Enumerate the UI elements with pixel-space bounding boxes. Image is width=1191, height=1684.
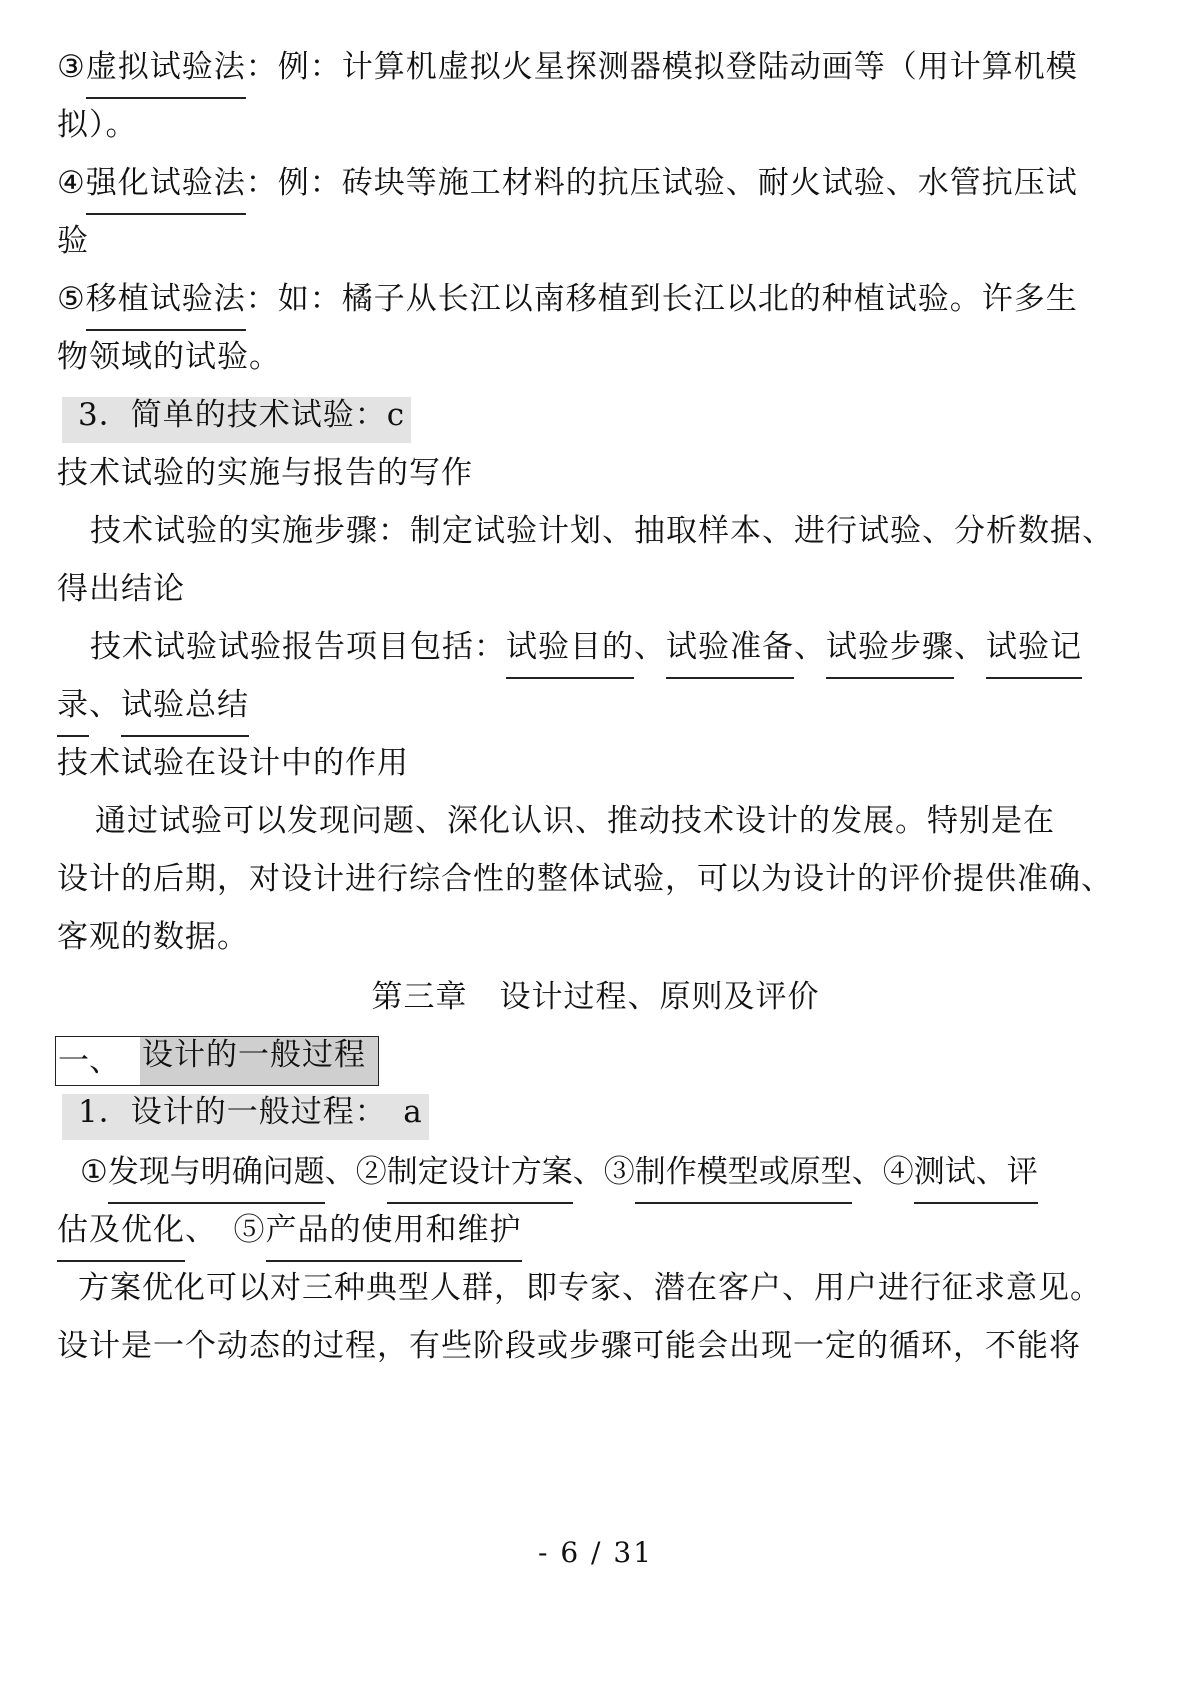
- section-box: [55, 1036, 379, 1086]
- text-span: ：例：砖块等施工材料的抗压试验、耐火试验、水管抗压试: [245, 165, 1078, 201]
- text-span: 、③: [572, 1154, 635, 1190]
- text-line: [62, 1090, 1142, 1134]
- text-line: [57, 1208, 1137, 1262]
- text-span: 技术试验试验报告项目包括：: [90, 629, 506, 665]
- text-line: 拟）。: [57, 107, 138, 143]
- text-line: 物领域的试验。: [57, 339, 281, 375]
- text-span: 、: [954, 629, 986, 665]
- circled-number: ③: [57, 49, 86, 85]
- section-heading: 技术试验在设计中的作用: [57, 745, 409, 781]
- text-line: 得出结论: [57, 571, 185, 607]
- text-line: [62, 393, 1142, 437]
- page-number: - 6 / 31: [537, 1536, 654, 1569]
- highlighted-heading: 3．简单的技术试验：c: [62, 397, 411, 443]
- underlined-term: 试验准备: [666, 625, 794, 679]
- text-line: 通过试验可以发现问题、深化认识、推动技术设计的发展。特别是在: [95, 803, 1055, 839]
- circled-number: ⑤: [57, 281, 86, 317]
- circled-number: ④: [57, 165, 86, 201]
- underlined-term: 制作模型或原型: [635, 1150, 852, 1204]
- underlined-term: 试验总结: [121, 683, 249, 737]
- underlined-term: 制定设计方案: [387, 1150, 573, 1204]
- text-line: [57, 45, 1137, 99]
- text-line: [90, 625, 1170, 679]
- text-span: 、②: [324, 1154, 387, 1190]
- underlined-term: 移植试验法: [86, 277, 246, 331]
- text-line: [57, 161, 1137, 215]
- section-number: 一、: [58, 1043, 120, 1079]
- underlined-term: 测试、评: [914, 1150, 1038, 1204]
- text-line: 设计的后期，对设计进行综合性的整体试验，可以为设计的评价提供准确、: [57, 861, 1113, 897]
- text-span: ①: [80, 1154, 108, 1190]
- text-span: 、: [89, 687, 121, 723]
- text-line: 验: [57, 223, 89, 259]
- underlined-term: 强化试验法: [86, 161, 246, 215]
- text-line: 客观的数据。: [57, 919, 249, 955]
- chapter-title: 第三章 设计过程、原则及评价: [371, 979, 820, 1015]
- underlined-term: 试验目的: [506, 625, 634, 679]
- text-line: [57, 683, 1137, 737]
- underlined-term: 发现与明确问题: [108, 1150, 325, 1204]
- text-span: 、④: [851, 1154, 914, 1190]
- underlined-term: 估及优化: [57, 1208, 185, 1262]
- text-span: 、 ⑤: [185, 1212, 266, 1248]
- text-span: ：例：计算机虚拟火星探测器模拟登陆动画等（用计算机模: [245, 49, 1078, 85]
- text-span: 、: [794, 629, 826, 665]
- text-line: 设计是一个动态的过程，有些阶段或步骤可能会出现一定的循环，不能将: [57, 1328, 1081, 1364]
- text-line: [57, 277, 1137, 331]
- text-span: 、: [634, 629, 666, 665]
- text-line: [80, 1150, 1160, 1204]
- text-line: 技术试验的实施步骤：制定试验计划、抽取样本、进行试验、分析数据、: [90, 513, 1114, 549]
- underlined-term: 虚拟试验法: [86, 45, 246, 99]
- underlined-term: 试验记: [986, 625, 1082, 679]
- underlined-term: 产品的使用和维护: [266, 1208, 522, 1262]
- section-heading: 技术试验的实施与报告的写作: [57, 455, 473, 491]
- underlined-term: 试验步骤: [826, 625, 954, 679]
- section-title: 设计的一般过程: [142, 1037, 366, 1073]
- text-span: ：如：橘子从长江以南移植到长江以北的种植试验。许多生: [245, 281, 1078, 317]
- underlined-term: 录: [57, 683, 89, 737]
- text-line: 方案优化可以对三种典型人群，即专家、潜在客户、用户进行征求意见。: [78, 1270, 1102, 1306]
- highlighted-heading: 1．设计的一般过程： a: [62, 1094, 429, 1140]
